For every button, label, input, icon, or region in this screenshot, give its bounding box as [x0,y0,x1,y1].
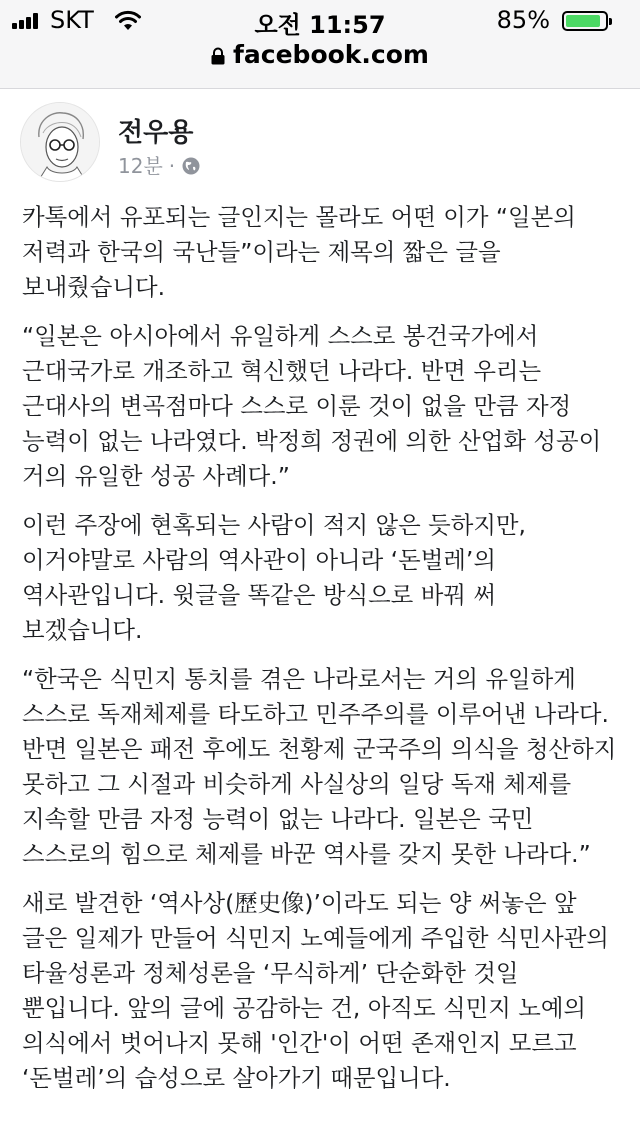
battery-icon [562,11,608,31]
post-paragraph: 이런 주장에 현혹되는 사람이 적지 않은 듯하지만, 이거야말로 사람의 역사관이 아니라 ‘돈벌레’의 역사관입니다. 윗글을 똑같은 방식으로 바꿔 써 보겠습니다. [22,511,526,644]
post-body [22,200,622,1110]
meta-separator: · [168,154,176,178]
post-paragraph: 카톡에서 유포되는 글인지는 몰라도 어떤 이가 “일본의 저력과 한국의 국난들”이라는 제목의 짧은 글을 보내줬습니다. [22,203,576,301]
battery-percent: 85% [496,6,550,34]
post-header [0,88,640,198]
post-paragraph: 새로 발견한 ‘역사상(歷史像)’이라도 되는 양 써놓은 앞 글은 일제가 만들어 식민지 노예들에게 주입한 식민사관의 타율성론과 정체성론을 ‘무식하게’ 단순화한 것일 뿐입니다. 앞의 글에 공감하는 건, 아직도 식민지 노예의 의식에서 벗어나지 못해 '인간'이 어떤 존재인지 모르고 ‘돈벌레’의 습성으로 살아가기 때문입니다. [22,889,609,1092]
address-bar[interactable] [0,40,640,74]
avatar-sketch-icon [21,103,100,182]
post-paragraph: “일본은 아시아에서 유일하게 스스로 봉건국가에서 근대국가로 개조하고 혁신했던 나라다. 반면 우리는 근대사의 변곡점마다 스스로 이룬 것이 없을 만큼 자정 능력이 없는 나라였다. 박정희 정권에 의한 산업화 성공이 거의 유일한 성공 사례다.” [22,322,602,490]
url-text: facebook.com [233,40,429,69]
post-author-name[interactable]: 전우용 [118,118,194,148]
post-timestamp[interactable]: 12분 [118,154,163,178]
lock-icon [211,47,225,65]
status-time: 오전 11:57 [254,11,386,39]
carrier-name: SKT [50,6,94,34]
globe-icon[interactable] [181,156,201,176]
post-paragraph: “한국은 식민지 통치를 겪은 나라로서는 거의 유일하게 스스로 독재체제를 타도하고 민주주의를 이루어낸 나라다. 반면 일본은 패전 후에도 천황제 군국주의 의식을 청산하지 못하고 그 시절과 비슷하게 사실상의 일당 독재 체제를 지속할 만큼 자정 능력이 없는 나라다. 일본은 국민 스스로의 힘으로 체제를 바꾼 역사를 갖지 못한 나라다.” [22,665,617,868]
browser-top-bar [0,0,640,89]
status-bar [0,0,640,40]
avatar[interactable] [20,102,100,182]
post-meta [118,150,201,179]
